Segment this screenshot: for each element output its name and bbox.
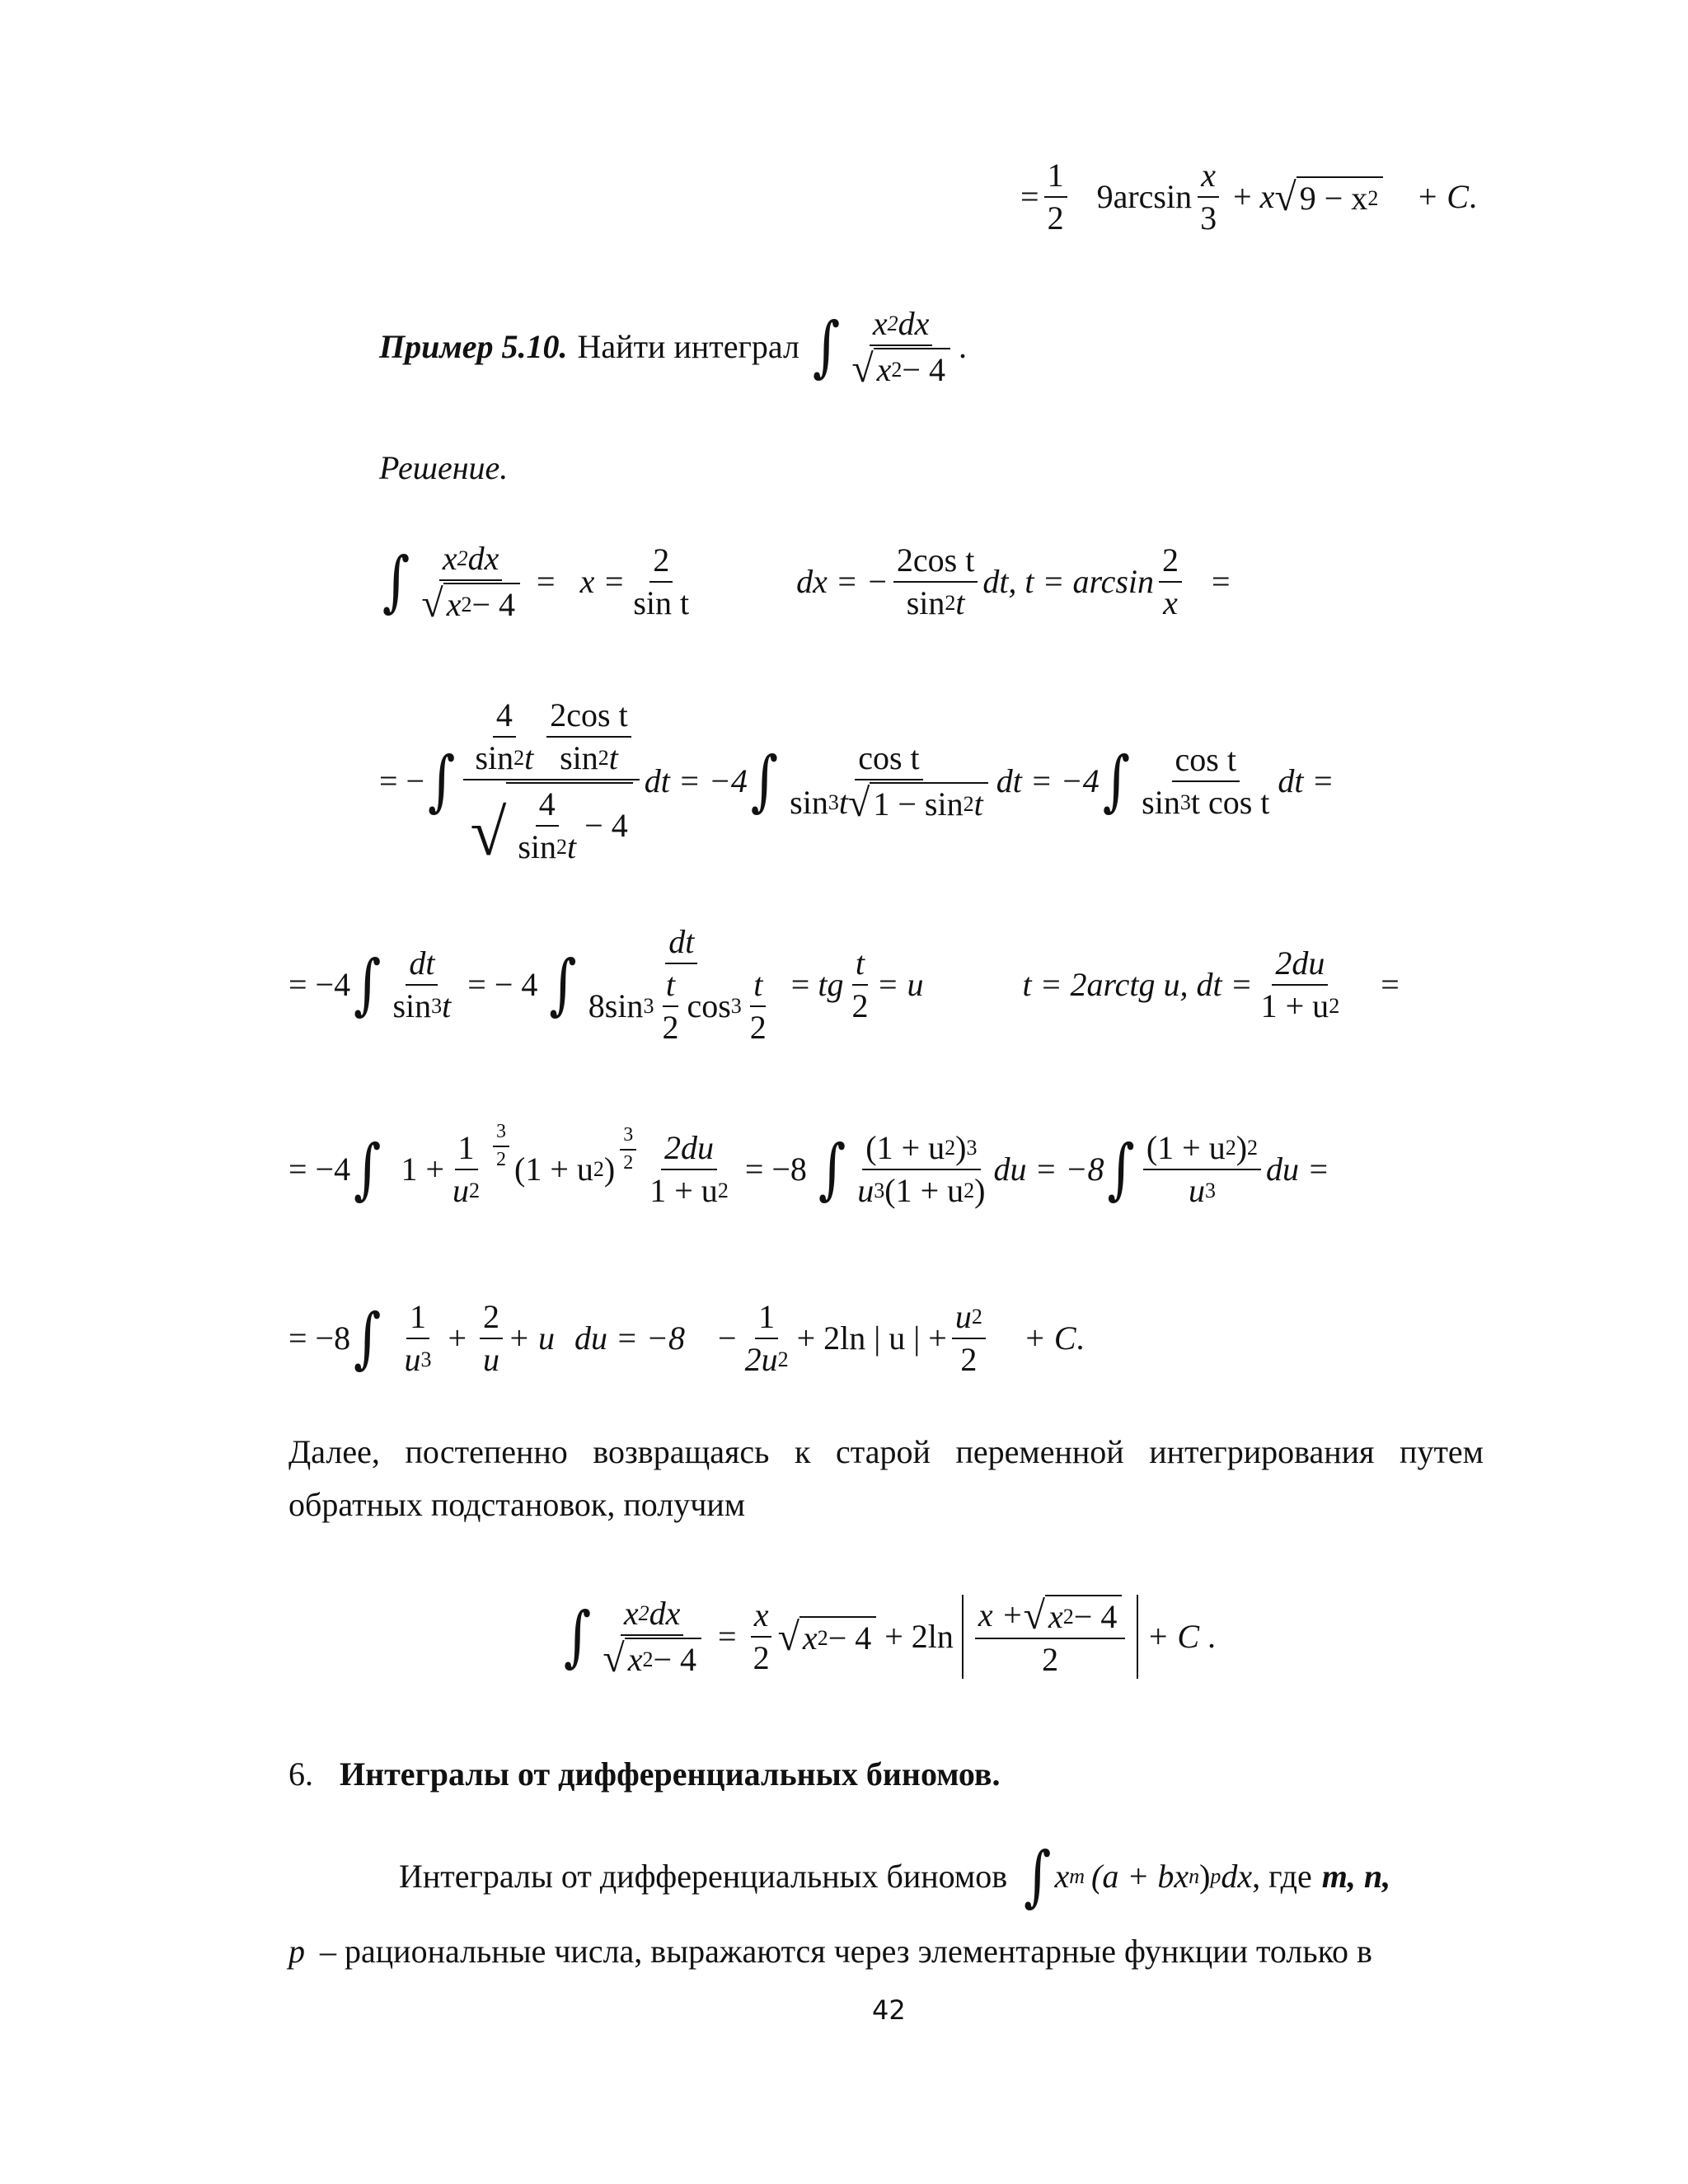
paragraph-binomials-line-1: Интегралы от дифференциальных биномов ∫ x m (a + bx n ) p dx , где m, n, <box>399 1838 1391 1915</box>
example-heading: Пример 5.10. Найти интеграл ∫ x 2 dx √ x 2 − 4 . <box>379 305 967 391</box>
fraction-x-over-3: $\frac{x}{3}$ <box>1197 157 1220 237</box>
section-heading: 6. Интегралы от дифференциальных биномов. <box>288 1755 1001 1793</box>
solution-label: Решение. <box>379 449 509 486</box>
equation-line-5: = −8 ∫ 1 u 3 + $\frac{2}{u}$ + u du = −8 − 1 2u 2 + 2ln | u | + u 2 2 + C . <box>288 1298 1085 1378</box>
absolute-value: x + √ x 2 − 4 2 <box>962 1595 1138 1679</box>
paragraph-binomials-line-2: p – рациональные числа, выражаются через элементарные функции только в <box>288 1933 1372 1970</box>
sqrt-9-minus-x2: √ 9 − x 2 <box>1274 176 1383 218</box>
paragraph-back-substitution: Далее, постепенно возвращаясь к старой переменной интегрирования путем обратных подстановок, получим <box>288 1433 1484 1523</box>
final-formula: ∫ x 2 dx √ x 2 − 4 = $\frac{x}{2}$ √ x 2 − 4 + 2ln x + √ x 2 − 4 2 + C . <box>564 1594 1217 1680</box>
equation-line-3: = −4 ∫ dt sin 3 t = − 4 ∫ dt 8sin 3 $\frac{t}{2}$ cos 3 $\frac{t}{2}$ = tg $\frac{t}{2}$ = u t = 2arctg u, dt = 2du 1 + u 2 = <box>288 923 1400 1046</box>
formula-top: = $\frac{1}{2}$ 9arcsin $\frac{x}{3}$ + x √ 9 − x 2 + C . <box>1020 157 1477 237</box>
equation-line-2: = − ∫ 4 sin 2 t 2cos t sin 2 t √ 4 sin 2 t − 4 dt = −4 ∫ cos t sin 3 t √ 1 − sin 2 t dt = −4 ∫ cos t sin 3 t cos t dt = <box>379 696 1334 869</box>
integral-sign: ∫ <box>812 308 841 386</box>
page-number: 42 <box>872 1994 906 2026</box>
fraction-example: x 2 dx √ x 2 − 4 <box>848 305 954 389</box>
exponent-3-2: $\frac{3}{2}$ <box>493 1121 509 1171</box>
equation-line-1: ∫ x 2 dx √ x 2 − 4 = x = $\frac{2}{\text{sin t}}$ dx = − 2cos t sin 2 t dt, t = arcsin $\frac{2}{x}$ = <box>382 540 1231 626</box>
fraction-one-half: $\frac{1}{2}$ <box>1044 157 1067 237</box>
equation-line-4: = −4 ∫ 1 + 1 u 2 $\frac{3}{2}$ (1 + u 2 ) $\frac{3}{2}$ 2du 1 + u 2 = −8 ∫ (1 + u 2 ) 3 u 3 (1 + u 2 ) du = −8 ∫ (1 + u 2 ) 2 u 3 du = <box>288 1121 1330 1209</box>
